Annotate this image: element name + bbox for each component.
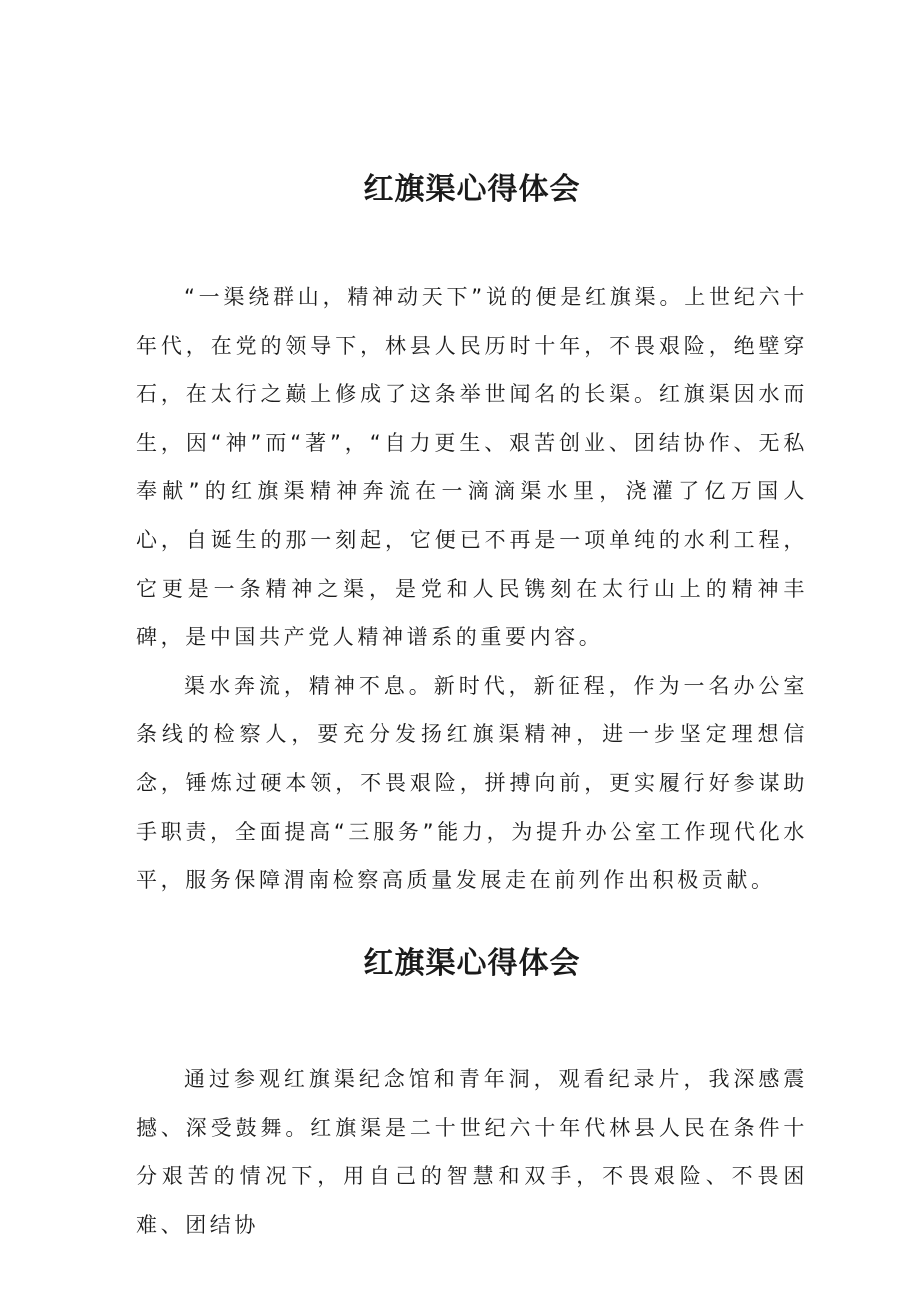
body-paragraph: “一渠绕群山，精神动天下”说的便是红旗渠。上世纪六十年代，在党的领导下，林县人民历时十年，不畏艰险，绝壁穿石，在太行之巅上修成了这条举世闻名的长渠。红旗渠因水而生，因“神”而“著”，“自力更生、艰苦创业、团结协作、无私奉献”的红旗渠精神奔流在一滴滴渠水里，浇灌了亿万国人心，自诞生的那一刻起，它便已不再是一项单纯的水利工程，它更是一条精神之渠，是党和人民镌刻在太行山上的精神丰碑，是中国共产党人精神谱系的重要内容。 (136, 285, 808, 650)
body-paragraph: 渠水奔流，精神不息。新时代，新征程，作为一名办公室条线的检察人，要充分发扬红旗渠精神，进一步坚定理想信念，锤炼过硬本领，不畏艰险，拼搏向前，更实履行好参谋助手职责，全面提高“三服务”能力，为提升办公室工作现代化水平，服务保障渭南检察高质量发展走在前列作出积极贡献。 (136, 673, 808, 893)
essay-title: 红旗渠心得体会 (363, 946, 581, 981)
essay-section-2 (136, 940, 808, 1249)
essay-body (136, 273, 808, 905)
essay-section-1 (136, 166, 808, 905)
essay-title: 红旗渠心得体会 (363, 172, 581, 207)
essay-body (136, 1055, 808, 1249)
body-paragraph: 通过参观红旗渠纪念馆和青年洞，观看纪录片，我深感震撼、深受鼓舞。红旗渠是二十世纪六十年代林县人民在条件十分艰苦的情况下，用自己的智慧和双手，不畏艰险、不畏困难、团结协 (136, 1067, 808, 1237)
